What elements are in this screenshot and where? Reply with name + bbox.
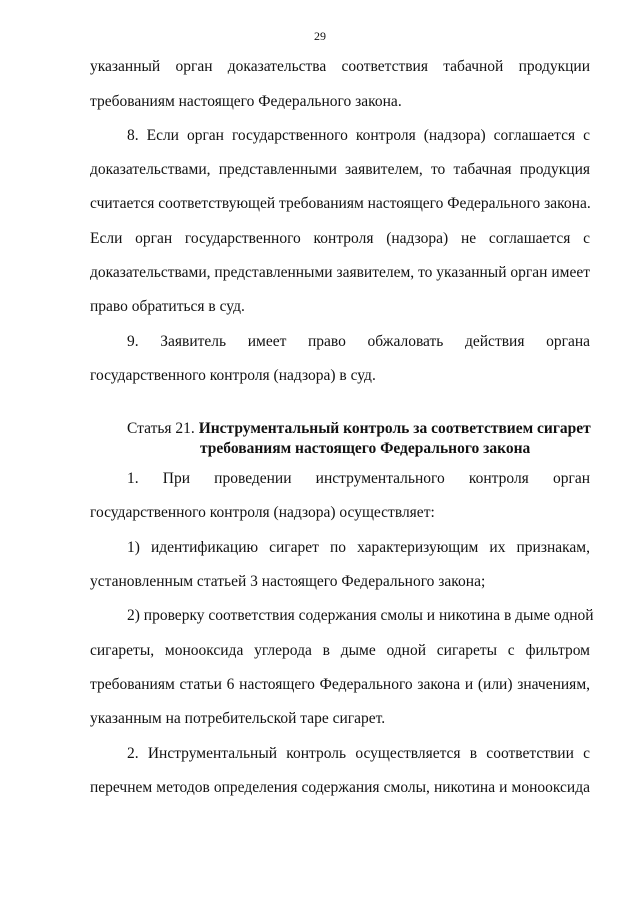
text-line: требованиям настоящего Федерального закона. (90, 93, 402, 110)
text-line: государственного контроля (надзора) в суд. (90, 367, 376, 384)
text-line: сигареты, монооксида углерода в дыме одной сигареты с фильтром (90, 642, 590, 659)
article-title-line1: Инструментальный контроль за соответствием сигарет (198, 420, 591, 437)
text-line: установленным статьей 3 настоящего Федерального закона; (90, 573, 486, 590)
text-line: указанный орган доказательства соответствия табачной продукции (90, 58, 590, 75)
text-line: 2) проверку соответствия содержания смолы и никотина в дыме одной (127, 607, 594, 624)
article-title-line2: требованиям настоящего Федерального закона (200, 440, 531, 457)
article-heading (127, 419, 597, 459)
text-line: требованиям статьи 6 настоящего Федерального закона и (или) значениям, (90, 676, 590, 693)
text-line: доказательствами, представленными заявителем, то табачная продукция (90, 161, 590, 178)
text-line: 9. Заявитель имеет право обжаловать действия органа (127, 333, 590, 350)
text-line: указанным на потребительской таре сигарет. (90, 710, 386, 727)
text-line: доказательствами, представленными заявителем, то указанный орган имеет (90, 264, 590, 281)
text-line: право обратиться в суд. (90, 298, 245, 315)
text-line: считается соответствующей требованиям настоящего Федерального закона. (90, 195, 591, 212)
text-line: перечнем методов определения содержания смолы, никотина и монооксида (90, 779, 590, 796)
article-number: Статья 21. (127, 420, 195, 437)
text-line: 1) идентификацию сигарет по характеризующим их признакам, (127, 539, 590, 556)
page-number: 29 (314, 29, 326, 43)
text-line: Если орган государственного контроля (надзора) не соглашается с (90, 230, 590, 247)
text-line: государственного контроля (надзора) осуществляет: (90, 504, 435, 521)
text-line: 1. При проведении инструментального контроля орган (127, 470, 590, 487)
text-line: 8. Если орган государственного контроля (надзора) соглашается с (127, 127, 590, 144)
text-line: 2. Инструментальный контроль осуществляется в соответствии с (127, 745, 590, 762)
